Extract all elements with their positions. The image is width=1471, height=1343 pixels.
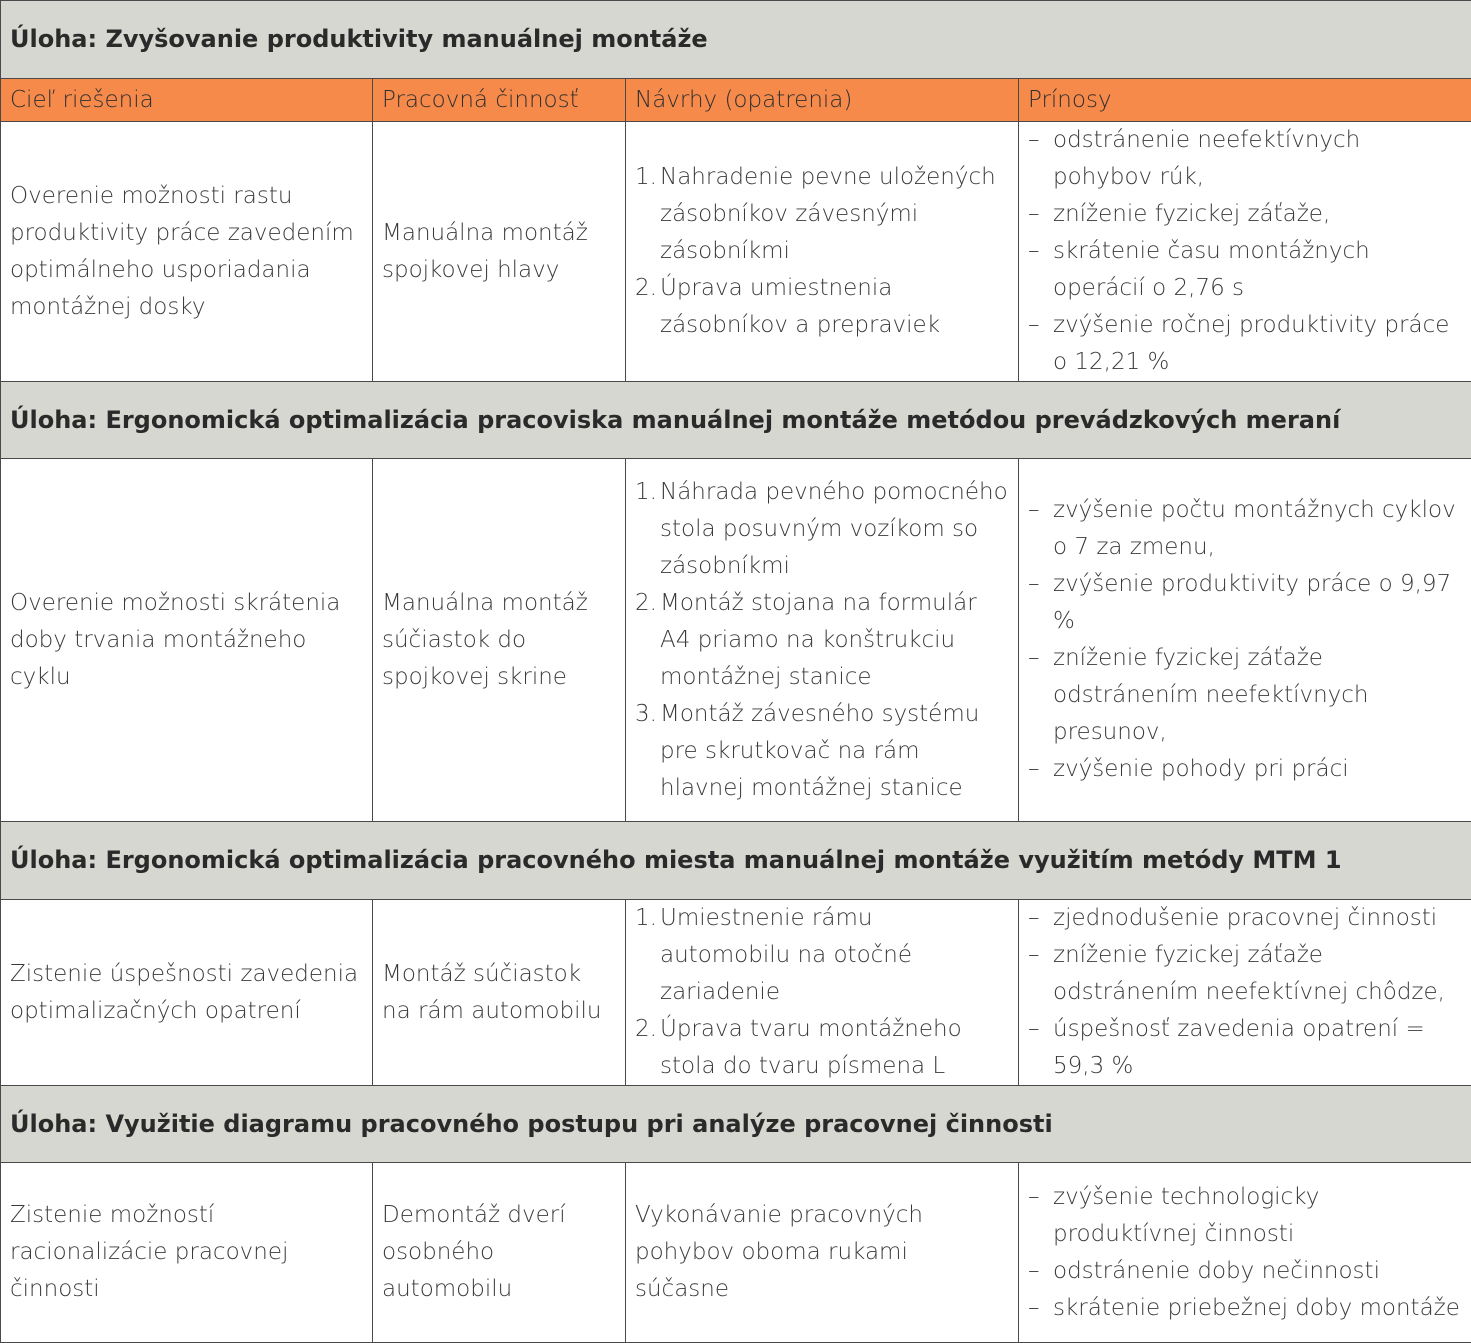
goal-cell: Zistenie možností racionalizácie pracovnej činnosti — [1, 1163, 373, 1343]
benefits-cell — [1019, 900, 1471, 1086]
proposals-cell — [626, 900, 1019, 1086]
list-item: – odstránenie doby nečinnosti — [1028, 1253, 1462, 1290]
list-item: – zníženie fyzickej záťaže odstránením neefektívnej chôdze, — [1028, 937, 1462, 1011]
list-item: – zníženie fyzickej záťaže odstránením neefektívnych presunov, — [1028, 640, 1462, 751]
benefits-cell — [1019, 122, 1471, 382]
benefits-cell — [1019, 459, 1471, 822]
list-item: – zvýšenie pohody pri práci — [1028, 751, 1462, 788]
list-item: – zvýšenie počtu montážnych cyklov o 7 za zmenu, — [1028, 492, 1462, 566]
task-title-row — [1, 822, 1471, 900]
task-title-row — [1, 1, 1471, 79]
column-header-proposals: Návrhy (opatrenia) — [626, 79, 1019, 122]
list-item: 1. Umiestnenie rámu automobilu na otočné zariadenie — [635, 900, 1009, 1011]
list-item: 2. Montáž stojana na formulár A4 priamo na konštrukciu montážnej stanice — [635, 585, 1009, 696]
table-row — [1, 122, 1471, 382]
benefits-cell — [1019, 1163, 1471, 1343]
table-row — [1, 1163, 1471, 1343]
list-item: – zvýšenie ročnej produktivity práce o 12,21 % — [1028, 307, 1462, 381]
table-row — [1, 900, 1471, 1086]
task-title: Úloha: Zvyšovanie produktivity manuálnej montáže — [1, 1, 1471, 79]
list-item: 3. Montáž závesného systému pre skrutkovač na rám hlavnej montážnej stanice — [635, 696, 1009, 807]
list-item: – skrátenie priebežnej doby montáže — [1028, 1290, 1462, 1327]
task-title-row — [1, 1086, 1471, 1163]
list-item: – zjednodušenie pracovnej činnosti — [1028, 900, 1462, 937]
list-item: 2. Úprava umiestnenia zásobníkov a prepraviek — [635, 270, 1009, 344]
goal-cell: Overenie možnosti rastu produktivity práce zavedením optimálneho usporiadania montážnej dosky — [1, 122, 373, 382]
list-item: 2. Úprava tvaru montážneho stola do tvaru písmena L — [635, 1011, 1009, 1085]
activity-cell: Manuálna montáž súčiastok do spojkovej skrine — [373, 459, 626, 822]
header-row — [1, 79, 1471, 122]
task-title: Úloha: Ergonomická optimalizácia pracoviska manuálnej montáže metódou prevádzkových meraní — [1, 382, 1471, 459]
task-title: Úloha: Využitie diagramu pracovného postupu pri analýze pracovnej činnosti — [1, 1086, 1471, 1163]
list-item: – zvýšenie technologicky produktívnej činnosti — [1028, 1179, 1462, 1253]
proposals-cell: Vykonávanie pracovných pohybov oboma rukami súčasne — [626, 1163, 1019, 1343]
list-item: – skrátenie času montážnych operácií o 2,76 s — [1028, 233, 1462, 307]
list-item: – zníženie fyzickej záťaže, — [1028, 196, 1462, 233]
activity-cell: Demontáž dverí osobného automobilu — [373, 1163, 626, 1343]
task-title-row — [1, 382, 1471, 459]
column-header-activity: Pracovná činnosť — [373, 79, 626, 122]
list-item: – odstránenie neefektívnych pohybov rúk, — [1028, 122, 1462, 196]
list-item: – úspešnosť zavedenia opatrení = 59,3 % — [1028, 1011, 1462, 1085]
list-item: 1. Náhrada pevného pomocného stola posuvným vozíkom so zásobníkmi — [635, 474, 1009, 585]
column-header-goal: Cieľ riešenia — [1, 79, 373, 122]
list-item: – zvýšenie produktivity práce o 9,97 % — [1028, 566, 1462, 640]
task-title: Úloha: Ergonomická optimalizácia pracovného miesta manuálnej montáže využitím metódy MTM 1 — [1, 822, 1471, 900]
goal-cell: Overenie možnosti skrátenia doby trvania montážneho cyklu — [1, 459, 373, 822]
activity-cell: Montáž súčiastok na rám automobilu — [373, 900, 626, 1086]
proposals-cell — [626, 459, 1019, 822]
activity-cell: Manuálna montáž spojkovej hlavy — [373, 122, 626, 382]
table-row — [1, 459, 1471, 822]
column-header-benefits: Prínosy — [1019, 79, 1471, 122]
proposals-cell — [626, 122, 1019, 382]
goal-cell: Zistenie úspešnosti zavedenia optimalizačných opatrení — [1, 900, 373, 1086]
list-item: 1. Nahradenie pevne uložených zásobníkov závesnými zásobníkmi — [635, 159, 1009, 270]
